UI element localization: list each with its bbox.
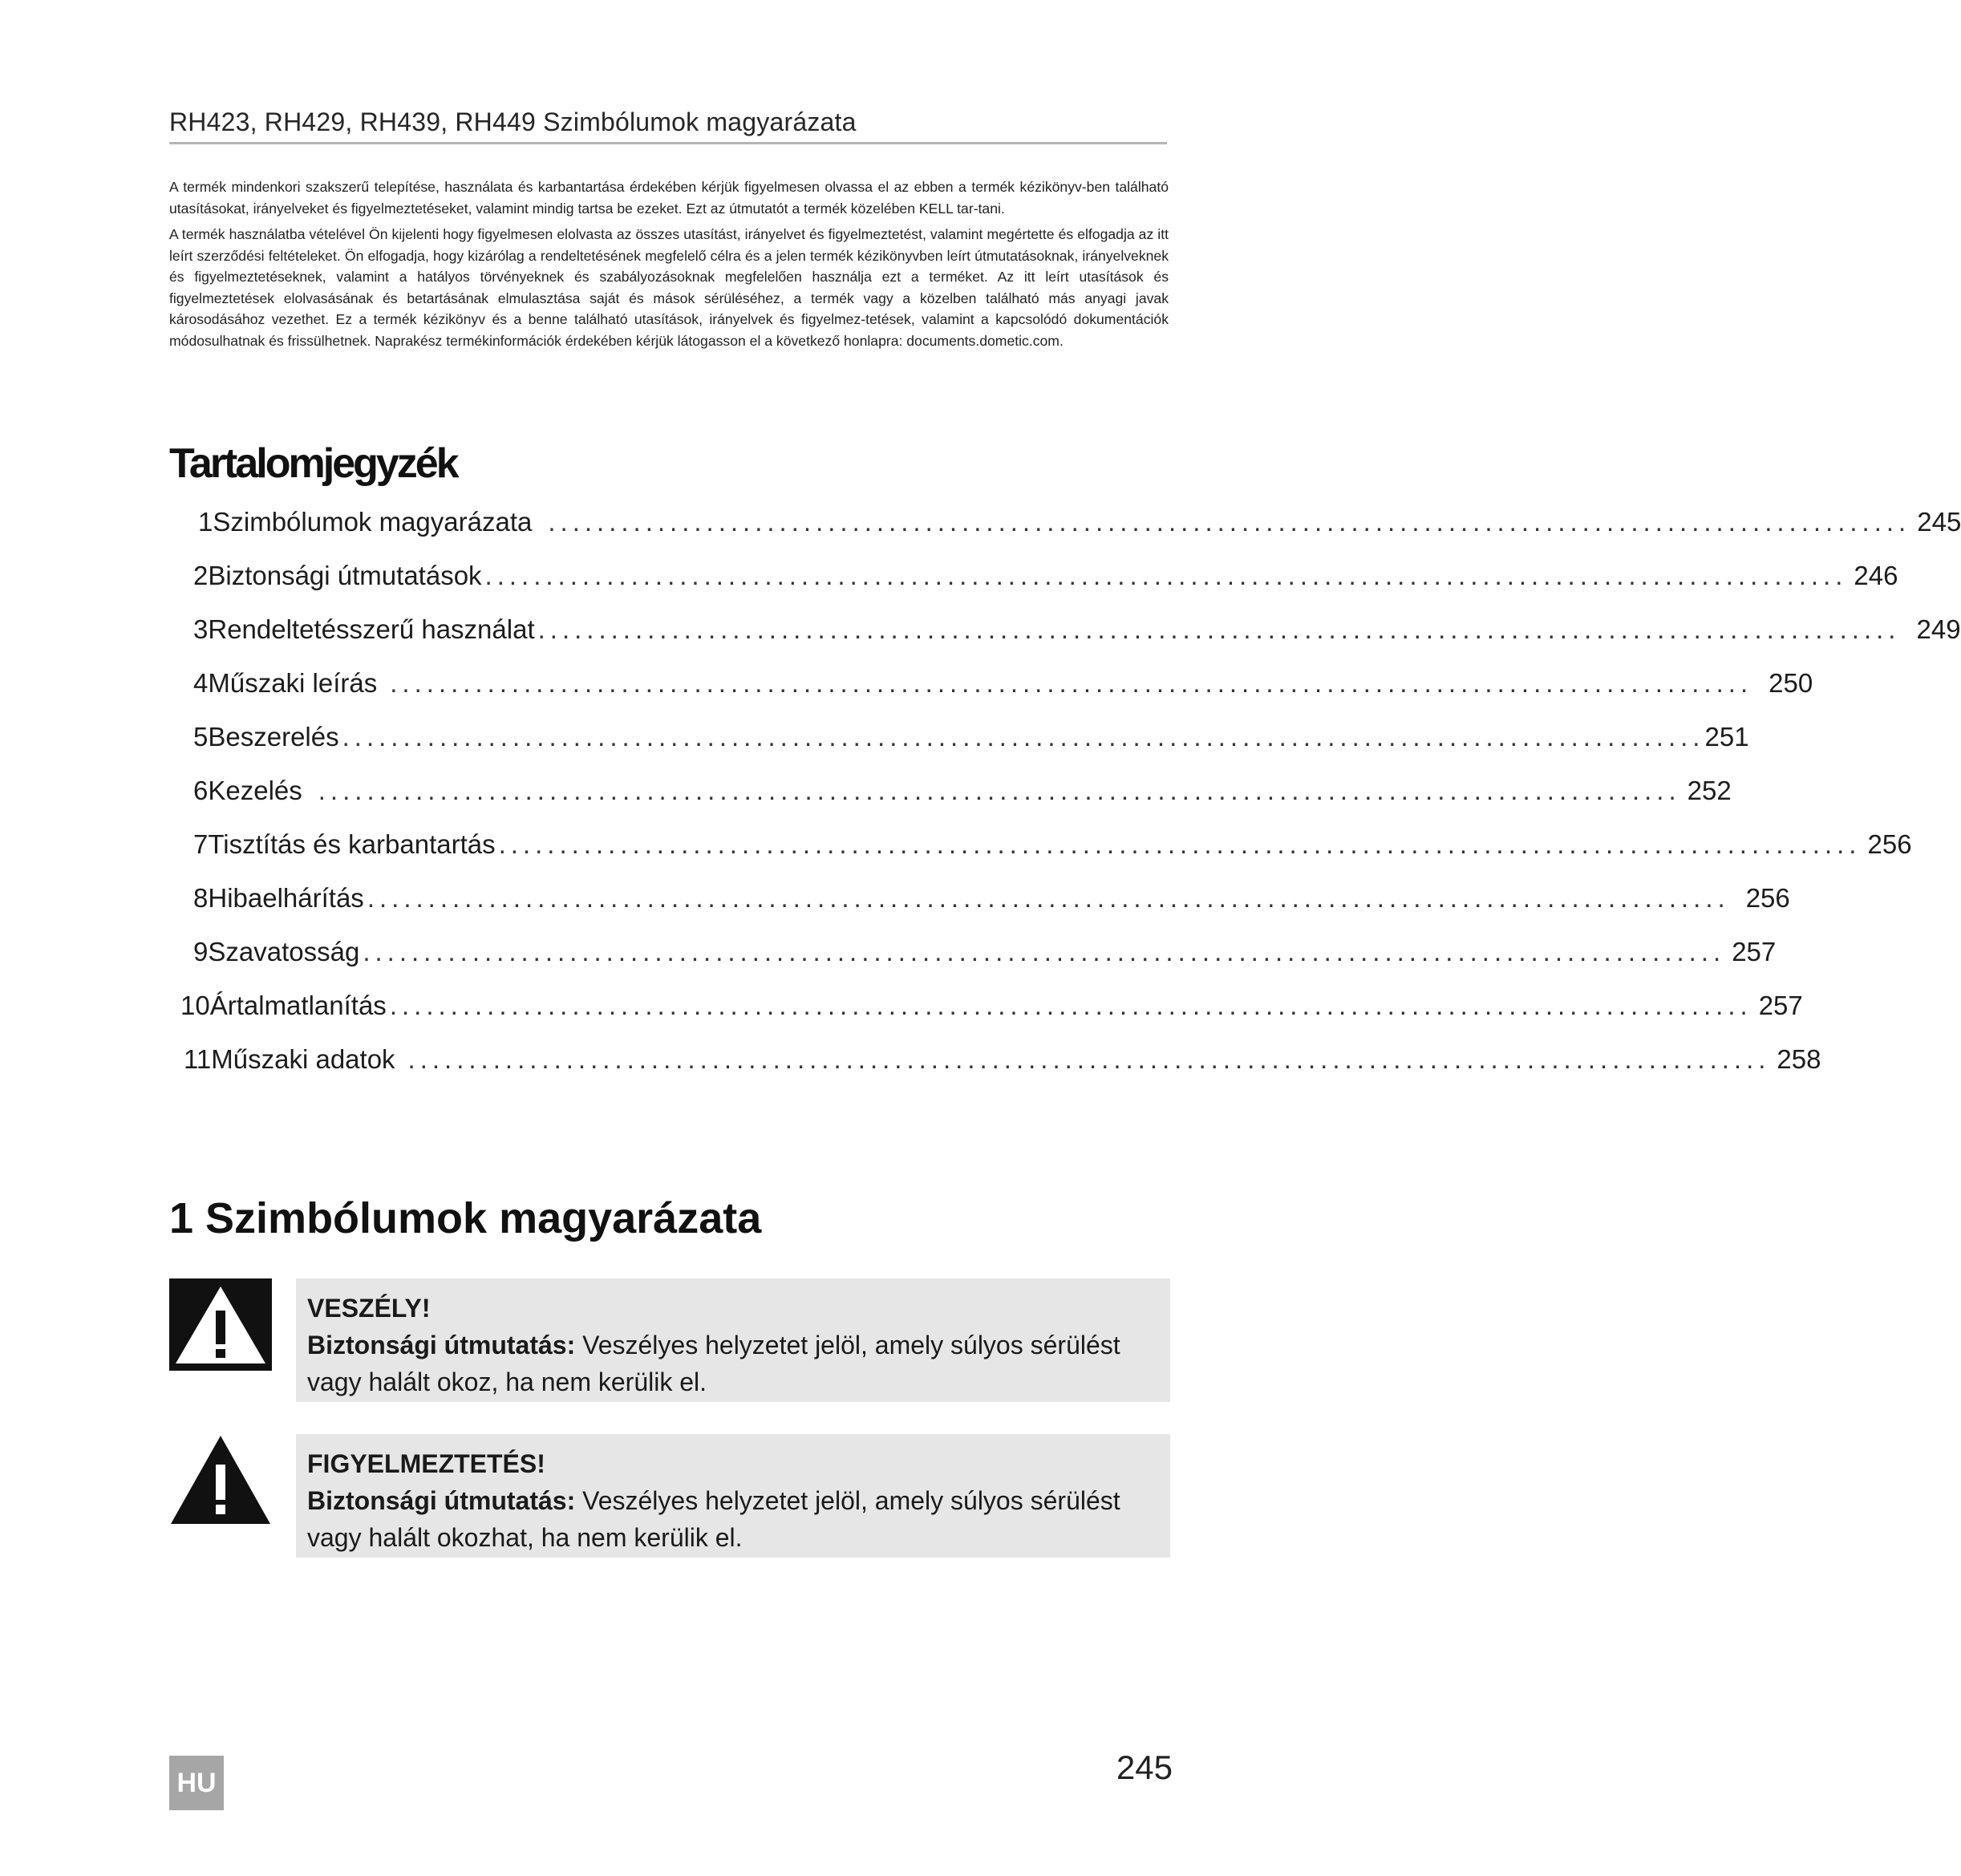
toc-entry[interactable] [169, 561, 1898, 601]
toc-entry-number: 2 [193, 561, 209, 590]
toc-entry-number: 8 [193, 883, 209, 913]
toc-entry-page: 257 [1758, 991, 1803, 1020]
toc-entry-page: 250 [1769, 668, 1813, 698]
warning-triangle-icon [169, 1434, 272, 1526]
toc-entry[interactable] [169, 722, 1749, 762]
toc-entry-number: 5 [193, 722, 209, 752]
toc-entry-label: Biztonsági útmutatások [208, 561, 482, 590]
page-number: 245 [1116, 1748, 1173, 1786]
toc-entry[interactable] [169, 883, 1790, 923]
toc-entry-number: 6 [193, 776, 209, 805]
notice-lead: Biztonsági útmutatás: [307, 1331, 576, 1359]
language-badge: HU [169, 1756, 224, 1810]
toc-entry-label: Szimbólumok magyarázata [213, 507, 533, 537]
toc-entry-number: 1 [198, 507, 213, 537]
toc-entry[interactable] [169, 937, 1777, 977]
toc-entry-label: Hibaelhárítás [208, 883, 364, 913]
toc-leader: ................................................................................................................ [318, 776, 1681, 805]
notice-signal-word: VESZÉLY! [307, 1294, 431, 1323]
toc-leader: ................................................................................................................ [342, 722, 1705, 752]
page-header [169, 107, 1167, 144]
toc-entry[interactable] [169, 776, 1732, 816]
toc-entry-label: Műszaki leírás [208, 668, 378, 698]
danger-notice [296, 1278, 1170, 1402]
toc-entry-label: Rendeltetésszerű használat [208, 614, 535, 644]
notice-text: Veszélyes helyzetet jelöl, amely súlyos sérülést vagy halált okozhat, ha nem kerülik el. [307, 1486, 1120, 1552]
section-heading: 1 Szimbólumok magyarázata [169, 1194, 762, 1242]
toc-leader: ................................................................................................................ [407, 1044, 1771, 1074]
toc-entry-number: 4 [193, 668, 209, 698]
toc-entry-label: Tisztítás és karbantartás [208, 829, 496, 859]
toc-leader: ................................................................................................................ [548, 507, 1911, 537]
intro-paragraph: A termék mindenkori szakszerű telepítése, használata és karbantartása érdekében kérjük figyelmesen olvassa el az ebben a termék kézikönyv-ben található utasításokat, irányelveket és figyelmeztetéseket, valamint mindig tartsa be ezeket. Ezt az útmutatót a termék közelében KELL tar-tani. [169, 179, 1169, 217]
toc-entry-number: 11 [184, 1044, 212, 1074]
toc-entry-page: 246 [1854, 561, 1898, 590]
toc-entry[interactable] [169, 668, 1813, 708]
toc-entry[interactable] [169, 829, 1912, 869]
toc-leader: ................................................................................................................ [367, 883, 1730, 913]
header-title: RH423, RH429, RH439, RH449 Szimbólumok magyarázata [169, 107, 857, 136]
toc-leader: ................................................................................................................ [363, 937, 1726, 966]
toc-entry-number: 3 [193, 614, 209, 644]
toc-leader: ................................................................................................................ [498, 829, 1862, 859]
toc-entry-number: 7 [193, 829, 209, 859]
toc-leader: ................................................................................................................ [537, 614, 1901, 644]
toc-leader: ................................................................................................................ [484, 561, 1848, 590]
toc-entry-number: 10 [180, 991, 210, 1020]
toc-entry-page: 249 [1916, 614, 1961, 644]
intro-paragraph: A termék használatba vételével Ön kijelenti hogy figyelmesen elolvasta az összes utasítást, irányelvet és figyelmeztetést, valamint megértette és elfogadja az itt leírt szerződési feltételeket. Ön elfogadja, hogy kizárólag a rendeltetésének megfelelő célra és a jelen termék kézikönyvben leírt útmutatásoknak, irányelveknek és figyelmeztetéseknek, valamint a hatályos törvényeknek és szabályozásoknak megfelelően használja ezt a terméket. Az itt leírt utasítások és figyelmeztetések elolvasásának és betartásának elmulasztása saját és mások sérüléséhez, a termék vagy a közelben található más anyagi javak károsodásához vezethet. Ez a termék kézikönyv és a benne található utasítások, irányelvek és figyelmez-tetések, valamint a kapcsolódó dokumentációk módosulhatnak és frissülhetnek. Naprakész termékinformációk érdekében kérjük látogasson el a következő honlapra: documents.dometic.com. [169, 226, 1169, 349]
toc-entry-page: 257 [1732, 937, 1777, 966]
toc-entry-number: 9 [193, 937, 209, 966]
warning-notice [296, 1434, 1170, 1558]
toc-entry[interactable] [169, 1044, 1821, 1084]
toc-entry-label: Műszaki adatok [211, 1044, 395, 1074]
notice-lead: Biztonsági útmutatás: [307, 1486, 576, 1515]
toc-leader: ................................................................................................................ [390, 668, 1753, 698]
toc-title: Tartalomjegyzék [169, 440, 457, 487]
toc-entry[interactable] [169, 614, 1961, 654]
toc-entry-label: Szavatosság [208, 937, 360, 966]
warning-triangle-square-icon [169, 1278, 272, 1371]
intro-text [169, 176, 1169, 356]
notice-text: Veszélyes helyzetet jelöl, amely súlyos sérülést vagy halált okoz, ha nem kerülik el. [307, 1331, 1120, 1396]
toc-entry-label: Kezelés [208, 776, 302, 805]
toc-entry-label: Ártalmatlanítás [209, 991, 387, 1020]
toc-entry-page: 252 [1687, 776, 1732, 805]
toc-entry[interactable] [169, 991, 1803, 1031]
toc-entry-page: 256 [1867, 829, 1912, 859]
toc-entry-page: 256 [1745, 883, 1790, 913]
toc-leader: ................................................................................................................ [389, 991, 1752, 1020]
toc-entry-page: 245 [1917, 507, 1961, 537]
toc-entry-label: Beszerelés [208, 722, 339, 752]
notice-signal-word: FIGYELMEZTETÉS! [307, 1449, 545, 1478]
toc-entry-page: 251 [1704, 722, 1749, 752]
toc-entry-page: 258 [1777, 1044, 1821, 1074]
toc-entry[interactable] [169, 507, 1961, 547]
